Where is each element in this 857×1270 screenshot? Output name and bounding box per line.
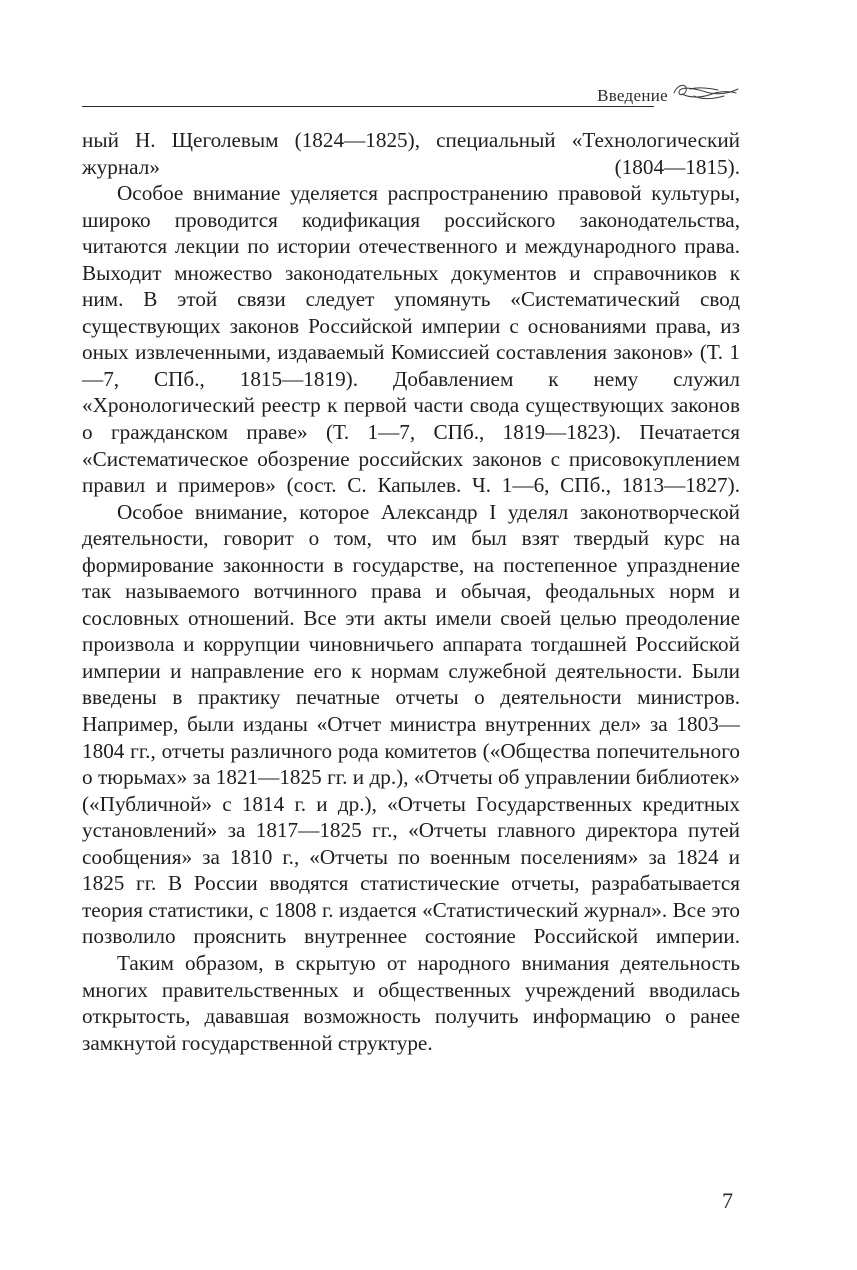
body-text	[82, 127, 740, 1056]
paragraph-4: Таким образом, в скрытую от народного внимания деятельность многих правительственных и общественных учреждений вводилась открытость, дававшая возможность получить информацию о ранее замкнутой государственной структуре.	[82, 950, 740, 1055]
paragraph-1: ный Н. Щеголевым (1824—1825), специальный «Технологический журнал» (1804—1815).	[82, 128, 740, 179]
flourish-ornament-icon	[672, 79, 740, 105]
page-number: 7	[722, 1188, 733, 1213]
paragraph-3: Особое внимание, которое Александр I уделял законотворческой деятельности, говорит о том, что им был взят твердый курс на формирование законности в государстве, на постепенное упразднение так называемого вотчинного права и обычая, феодальных норм и сословных отношений. Все эти акты имели своей целью преодоление произвола и коррупции чиновничьего аппарата тогдашней Российской империи и направление его к нормам служебной деятельности. Были введены в практику печатные отчеты о деятельности министров. Например, были изданы «Отчет министра внутренних дел» за 1803—1804 гг., отчеты различного рода комитетов («Общества попечительного о тюрьмах» за 1821—1825 гг. и др.), «Отчеты об управлении библиотек» («Публичной» с 1814 г. и др.), «Отчеты Государственных кредитных установлений» за 1817—1825 гг., «Отчеты главного директора путей сообщения» за 1810 г., «Отчеты по военным поселениям» за 1824 и 1825 гг. В России вводятся статистические отчеты, разрабатывается теория статистики, с 1808 г. издается «Статистический журнал». Все это позволило прояснить внутреннее состояние Российской империи.	[82, 499, 740, 949]
header-rule	[82, 106, 654, 107]
section-title: Введение	[597, 86, 668, 105]
running-header	[82, 76, 740, 110]
paragraph-2: Особое внимание уделяется распространению правовой культуры, широко проводится кодификация российского законодательства, читаются лекции по истории отечественного и международного права. Выходит множество законодательных документов и справочников к ним. В этой связи следует упомянуть «Систематический свод существующих законов Российской империи с основаниями права, из оных извлеченными, издаваемый Комиссией составления законов» (Т. 1—7, СПб., 1815—1819). Добавлением к нему служил «Хронологический реестр к первой части свода существующих законов о гражданском праве» (Т. 1—7, СПб., 1819—1823). Печатается «Систематическое обозрение российских законов с присовокуплением правил и примеров» (сост. С. Капылев. Ч. 1—6, СПб., 1813—1827).	[82, 181, 740, 498]
